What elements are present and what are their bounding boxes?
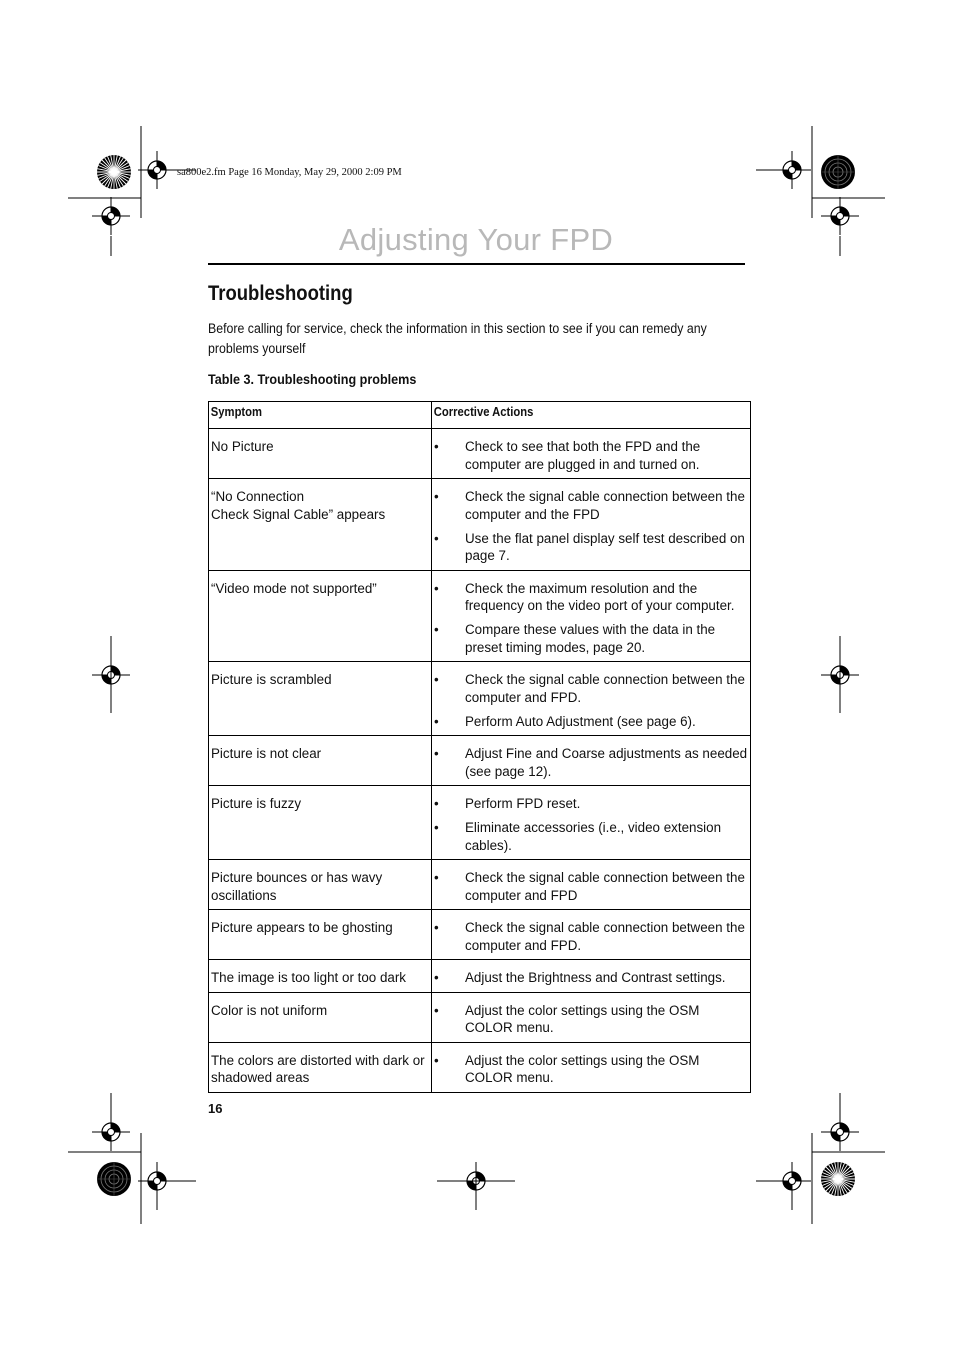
- table-row: [209, 992, 751, 1042]
- symptom-cell: Picture bounces or has wavy oscillations: [209, 860, 432, 910]
- action-text: Use the flat panel display self test described on page 7.: [465, 530, 745, 563]
- table-row: [209, 429, 751, 479]
- action-item: [434, 819, 748, 854]
- symptom-cell: Picture is fuzzy: [209, 786, 432, 860]
- actions-cell: [432, 992, 751, 1042]
- action-item: [434, 671, 748, 706]
- bullet-icon: •: [434, 622, 439, 637]
- actions-cell: [432, 910, 751, 960]
- bullet-icon: •: [434, 439, 439, 454]
- action-item: [434, 713, 748, 731]
- action-item: [434, 488, 748, 523]
- bullet-icon: •: [434, 672, 439, 687]
- bullet-icon: •: [434, 530, 439, 546]
- section-heading: Troubleshooting: [208, 282, 353, 305]
- symptom-cell: Picture is not clear: [209, 736, 432, 786]
- bullet-icon: •: [434, 746, 439, 761]
- bullet-icon: •: [434, 870, 439, 885]
- symptom-cell: No Picture: [209, 429, 432, 479]
- action-item: [434, 745, 748, 780]
- action-text: Compare these values with the data in the preset timing modes, page 20.: [465, 622, 716, 655]
- bullet-icon: •: [434, 920, 439, 935]
- symptom-cell: The image is too light or too dark: [209, 960, 432, 993]
- table-row: [209, 910, 751, 960]
- bullet-icon: •: [434, 580, 439, 596]
- action-text: Adjust the color settings using the OSM COLOR menu.: [465, 1052, 700, 1085]
- actions-cell: [432, 429, 751, 479]
- troubleshooting-table: [208, 401, 751, 1093]
- table-row: [209, 479, 751, 571]
- action-text: Check the signal cable connection between the computer and FPD.: [465, 672, 745, 705]
- action-text: Check the maximum resolution and the frequency on the video port of your computer.: [465, 580, 735, 613]
- file-stamp: sa800e2.fm Page 16 Monday, May 29, 2000 2:09 PM: [177, 167, 402, 178]
- table-row: [209, 1042, 751, 1092]
- action-text: Perform FPD reset.: [465, 796, 581, 811]
- bullet-icon: •: [434, 820, 439, 835]
- actions-cell: [432, 662, 751, 736]
- action-text: Check the signal cable connection between the computer and FPD.: [465, 920, 745, 953]
- action-text: Check to see that both the FPD and the computer are plugged in and turned on.: [465, 439, 701, 472]
- bullet-icon: •: [434, 489, 439, 504]
- action-item: [434, 580, 748, 615]
- bullet-icon: •: [434, 1002, 439, 1018]
- symptom-header: Symptom: [209, 402, 432, 429]
- symptom-cell: The colors are distorted with dark or shadowed areas: [209, 1042, 432, 1092]
- action-text: Eliminate accessories (i.e., video extension cables).: [465, 820, 722, 853]
- table-row: [209, 736, 751, 786]
- actions-cell: [432, 860, 751, 910]
- symptom-cell: Picture is scrambled: [209, 662, 432, 736]
- actions-cell: [432, 960, 751, 993]
- action-text: Check the signal cable connection between the computer and the FPD: [465, 489, 745, 522]
- actions-cell: [432, 736, 751, 786]
- actions-cell: [432, 479, 751, 571]
- page-number: 16: [208, 1101, 223, 1116]
- intro-paragraph: Before calling for service, check the information in this section to see if you can remedy any problems yourself: [208, 321, 707, 357]
- action-item: [434, 1052, 748, 1087]
- action-item: [434, 795, 748, 813]
- actions-cell: [432, 786, 751, 860]
- chapter-title: Adjusting Your FPD: [338, 222, 614, 257]
- action-text: Perform Auto Adjustment (see page 6).: [465, 713, 696, 729]
- action-text: Adjust the Brightness and Contrast settings.: [465, 970, 726, 985]
- table-header-row: [209, 402, 751, 429]
- action-text: Adjust the color settings using the OSM COLOR menu.: [465, 1002, 700, 1035]
- action-text: Check the signal cable connection between the computer and FPD: [465, 870, 745, 903]
- table-row: [209, 860, 751, 910]
- action-item: [434, 919, 748, 954]
- table-row: [209, 662, 751, 736]
- action-item: [434, 1002, 748, 1037]
- action-text: Adjust Fine and Coarse adjustments as needed (see page 12).: [465, 746, 748, 779]
- table-row: [209, 786, 751, 860]
- bullet-icon: •: [434, 1052, 439, 1068]
- symptom-cell: Color is not uniform: [209, 992, 432, 1042]
- table-row: [209, 960, 751, 993]
- symptom-cell: “No Connection Check Signal Cable” appears: [209, 479, 432, 571]
- action-item: [434, 969, 748, 987]
- actions-cell: [432, 570, 751, 662]
- symptom-cell: Picture appears to be ghosting: [209, 910, 432, 960]
- bullet-icon: •: [434, 713, 439, 729]
- table-caption: Table 3. Troubleshooting problems: [208, 371, 417, 387]
- symptom-cell: “Video mode not supported”: [209, 570, 432, 662]
- actions-cell: [432, 1042, 751, 1092]
- action-item: [434, 530, 748, 565]
- action-item: [434, 869, 748, 904]
- action-item: [434, 438, 748, 473]
- bullet-icon: •: [434, 970, 439, 985]
- bullet-icon: •: [434, 796, 439, 811]
- action-item: [434, 621, 748, 656]
- table-body: [209, 429, 751, 1093]
- corrective-actions-header: Corrective Actions: [432, 402, 751, 429]
- title-rule: [208, 263, 745, 265]
- table-row: [209, 570, 751, 662]
